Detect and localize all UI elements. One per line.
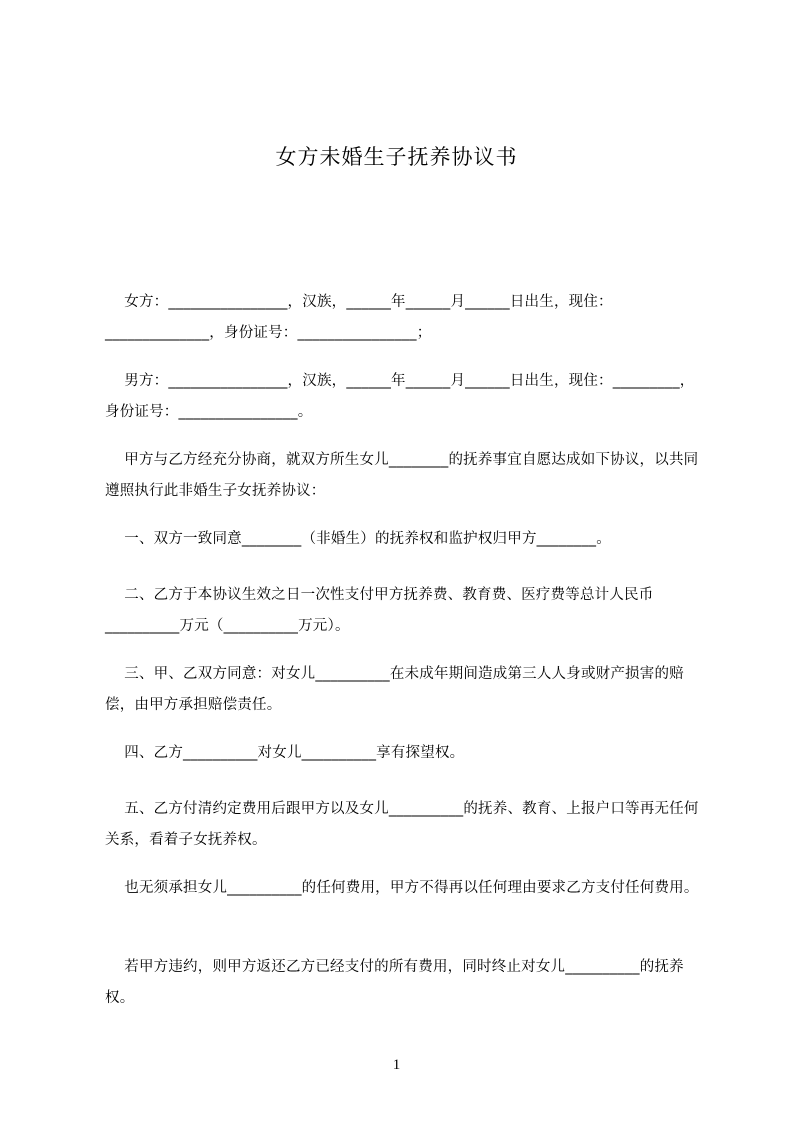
paragraph-preamble: 甲方与乙方经充分协商，就双方所生女儿________的抚养事宜自愿达成如下协议，以共同遵照执行此非婚生子女抚养协议： bbox=[105, 452, 699, 499]
paragraph-female-party: 女方：________________，汉族，______年______月______日出生，现住：______________，身份证号：________________； bbox=[105, 294, 613, 341]
paragraph-male-party: 男方：________________，汉族，______年______月______日出生，现住：_________，身份证号：________________。 bbox=[105, 373, 695, 420]
clause-3: 三、甲、乙双方同意：对女儿__________在未成年期间造成第三人人身或财产损害的赔偿，由甲方承担赔偿责任。 bbox=[105, 666, 684, 713]
paragraph-no-further-costs: 也无须承担女儿__________的任何费用，甲方不得再以任何理由要求乙方支付任何费用。 bbox=[105, 880, 699, 896]
clause-5: 五、乙方付清约定费用后跟甲方以及女儿__________的抚养、教育、上报户口等再无任何关系，看着子女抚养权。 bbox=[105, 801, 699, 848]
clause-2: 二、乙方于本协议生效之日一次性支付甲方抚养费、教育费、医疗费等总计人民币__________万元（__________万元）。 bbox=[105, 587, 654, 634]
paragraph-breach: 若甲方违约，则甲方返还乙方已经支付的所有费用，同时终止对女儿__________的抚养权。 bbox=[105, 959, 684, 1006]
clause-1: 一、双方一致同意________（非婚生）的抚养权和监护权归甲方________。 bbox=[105, 531, 611, 547]
document-title: 女方未婚生子抚养协议书 bbox=[275, 145, 518, 169]
page-number: 1 bbox=[392, 1057, 401, 1073]
clause-4: 四、乙方__________对女儿__________享有探望权。 bbox=[105, 745, 465, 761]
